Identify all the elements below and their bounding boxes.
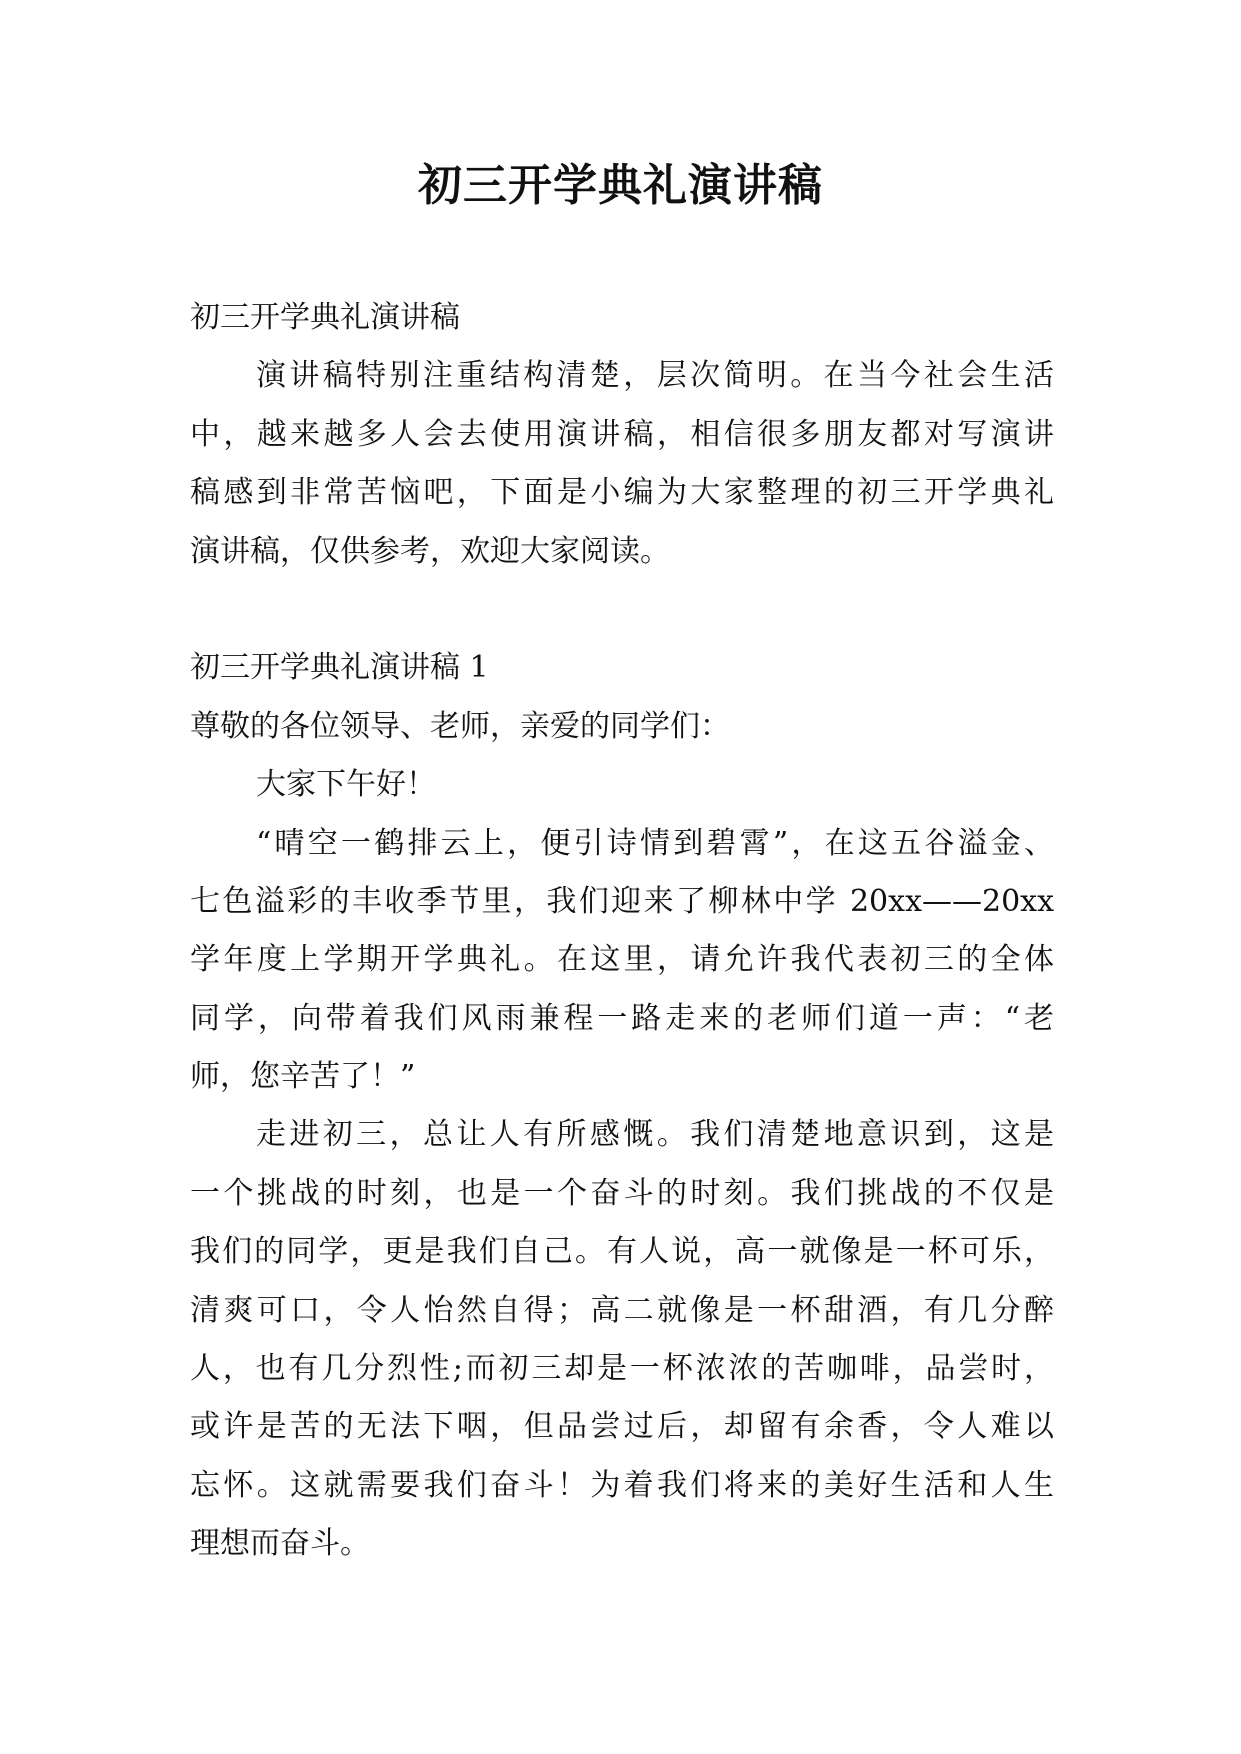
salutation: 尊敬的各位领导、老师，亲爱的同学们： [190,708,730,744]
intro-line: 演讲稿特别注重结构清楚，层次简明。在当今社会生活 [256,358,1054,394]
paragraph-line: 七色溢彩的丰收季节里，我们迎来了柳林中学 20xx——20xx [190,883,1054,919]
blank-line [190,581,1054,639]
intro-line: 中，越来越多人会去使用演讲稿，相信很多朋友都对写演讲 [190,416,1054,452]
paragraph-line: “晴空一鹤排云上，便引诗情到碧霄”，在这五谷溢金、 [256,825,1054,861]
document-title: 初三开学典礼演讲稿 [418,160,823,211]
paragraph-line: 学年度上学期开学典礼。在这里，请允许我代表初三的全体 [190,942,1054,978]
paragraph-line: 我们的同学，更是我们自己。有人说，高一就像是一杯可乐， [190,1234,1054,1270]
intro-line: 演讲稿，仅供参考，欢迎大家阅读。 [190,533,670,569]
paragraph-line: 人，也有几分烈性;而初三却是一杯浓浓的苦咖啡，品尝时， [190,1351,1054,1387]
intro-paragraph [190,347,1054,581]
speech-paragraph-2 [190,1106,1054,1573]
paragraph-line: 一个挑战的时刻，也是一个奋斗的时刻。我们挑战的不仅是 [190,1175,1054,1211]
greeting: 大家下午好！ [256,767,436,803]
paragraph-line: 忘怀。这就需要我们奋斗！为着我们将来的美好生活和人生 [190,1467,1054,1503]
paragraph-line: 理想而奋斗。 [190,1526,370,1562]
paragraph-line: 师，您辛苦了！” [190,1059,416,1095]
speech-paragraph-1 [190,815,1054,1107]
section-title: 初三开学典礼演讲稿 1 [190,650,489,686]
paragraph-line: 清爽可口，令人怡然自得；高二就像是一杯甜酒，有几分醉 [190,1292,1054,1328]
paragraph-line: 同学，向带着我们风雨兼程一路走来的老师们道一声：“老 [190,1000,1054,1036]
paragraph-line: 走进初三，总让人有所感慨。我们清楚地意识到，这是 [256,1117,1054,1153]
intro-line: 稿感到非常苦恼吧，下面是小编为大家整理的初三开学典礼 [190,475,1054,511]
document-subtitle: 初三开学典礼演讲稿 [190,300,460,335]
document-body [190,289,1054,1574]
paragraph-line: 或许是苦的无法下咽，但品尝过后，却留有余香，令人难以 [190,1409,1054,1445]
